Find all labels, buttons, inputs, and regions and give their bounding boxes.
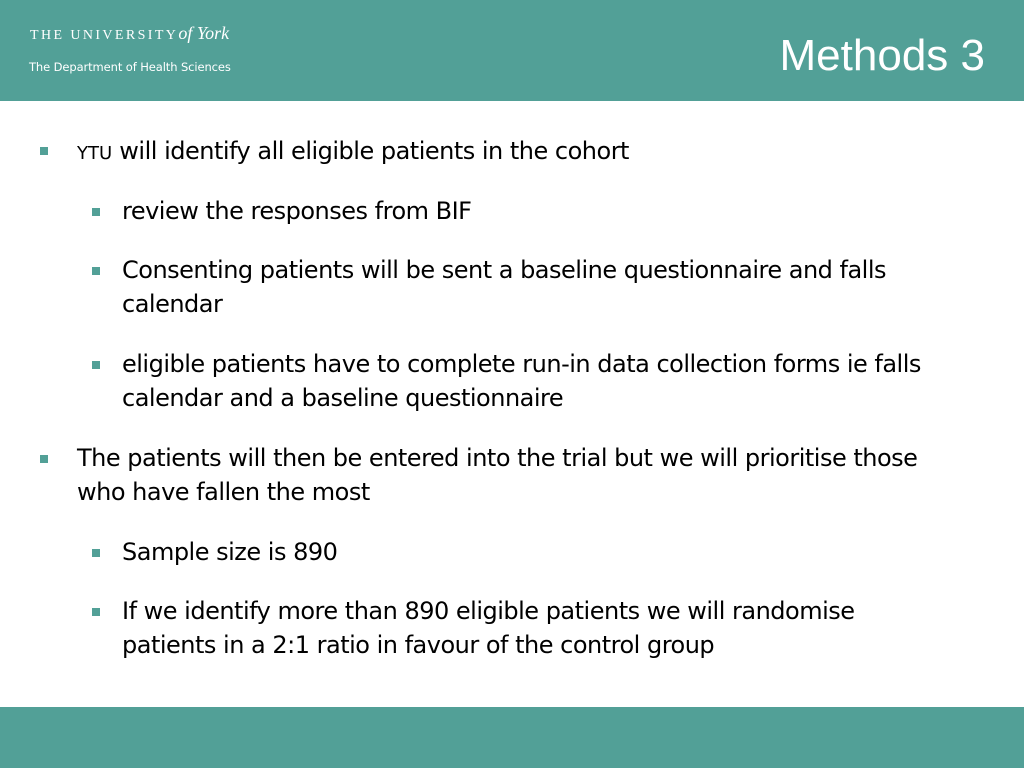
department-name: The Department of Health Sciences bbox=[29, 60, 231, 74]
bullet-marker bbox=[92, 208, 100, 216]
bullet-marker bbox=[92, 549, 100, 557]
slide-title: Methods 3 bbox=[779, 31, 985, 80]
sub-bullet-text: review the responses from BIF bbox=[122, 197, 472, 225]
footer-bar bbox=[0, 707, 1024, 768]
bullet-prefix: YTU bbox=[77, 143, 113, 164]
header-bar bbox=[0, 0, 1024, 101]
bullet-marker bbox=[40, 147, 48, 155]
bullet-text-ytu bbox=[77, 134, 977, 171]
sub-bullet-text: Consenting patients will be sent a baseline questionnaire and falls calendar bbox=[122, 256, 887, 318]
bullet-text-body: will identify all eligible patients in the cohort bbox=[112, 137, 629, 165]
sub-bullet-text: Sample size is 890 bbox=[122, 538, 338, 566]
bullet-text: The patients will then be entered into the trial but we will prioritise those who have fallen the most bbox=[77, 444, 918, 506]
bullet-marker bbox=[40, 455, 48, 463]
bullet-marker bbox=[92, 608, 100, 616]
logo-york-text: of York bbox=[178, 23, 230, 43]
sub-bullet-text: eligible patients have to complete run-in data collection forms ie falls calendar and a baseline questionnaire bbox=[122, 350, 921, 412]
logo-university-text: THE UNIVERSITY bbox=[30, 28, 179, 43]
university-logo bbox=[30, 23, 229, 44]
bullet-marker bbox=[92, 267, 100, 275]
sub-bullet-text: If we identify more than 890 eligible patients we will randomise patients in a 2:1 ratio in favour of the control group bbox=[122, 597, 855, 659]
bullet-marker bbox=[92, 361, 100, 369]
